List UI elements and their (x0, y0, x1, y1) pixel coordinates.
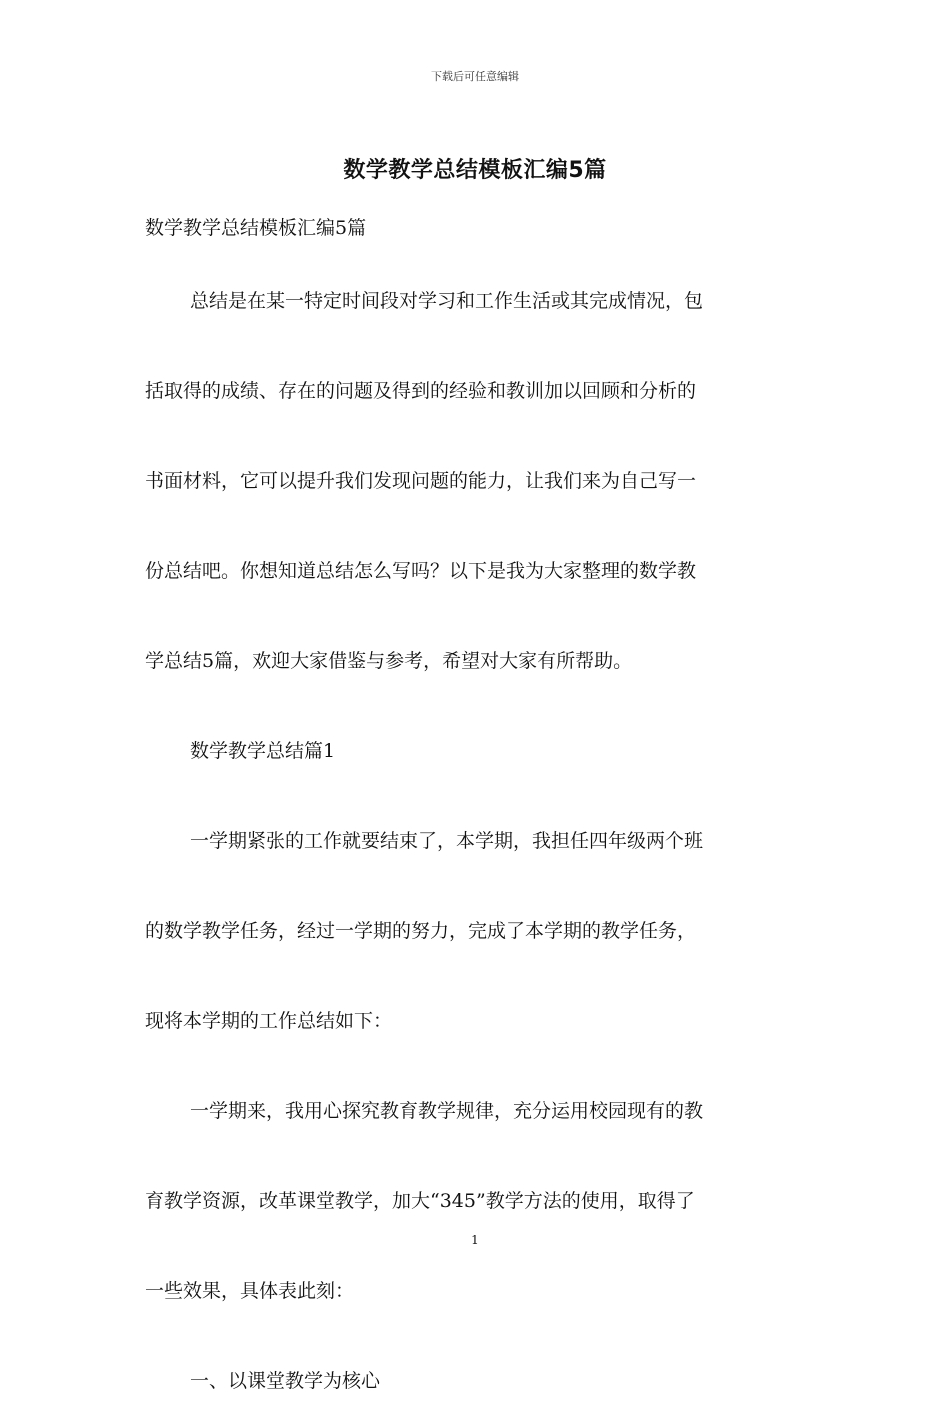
section-heading: 一、以课堂教学为核心 (190, 1370, 381, 1392)
page-number: 1 (471, 1233, 479, 1247)
document-subtitle: 数学教学总结模板汇编5篇 (145, 217, 367, 239)
paragraph-line: 总结是在某一特定时间段对学习和工作生活或其完成情况，包 (190, 290, 704, 312)
paragraph-line: 一些效果，具体表此刻： (145, 1280, 355, 1302)
paragraph-line: 育教学资源，改革课堂教学，加大“345”教学方法的使用，取得了 (145, 1190, 695, 1212)
paragraph-line: 现将本学期的工作总结如下： (145, 1010, 393, 1032)
paragraph-line: 一学期紧张的工作就要结束了，本学期，我担任四年级两个班 (190, 830, 704, 852)
document-title: 数学教学总结模板汇编5篇 (343, 158, 607, 183)
paragraph-line: 书面材料，它可以提升我们发现问题的能力，让我们来为自己写一 (145, 470, 697, 492)
page-header-note: 下载后可任意编辑 (431, 70, 519, 83)
paragraph-line: 份总结吧。你想知道总结怎么写吗？以下是我为大家整理的数学教 (145, 560, 697, 582)
paragraph-line: 学总结5篇，欢迎大家借鉴与参考，希望对大家有所帮助。 (145, 650, 633, 672)
paragraph-line: 括取得的成绩、存在的问题及得到的经验和教训加以回顾和分析的 (145, 380, 697, 402)
paragraph-line: 一学期来，我用心探究教育教学规律，充分运用校园现有的教 (190, 1100, 704, 1122)
paragraph-line: 的数学教学任务，经过一学期的努力，完成了本学期的教学任务， (145, 920, 697, 942)
section-heading: 数学教学总结篇1 (190, 740, 336, 762)
